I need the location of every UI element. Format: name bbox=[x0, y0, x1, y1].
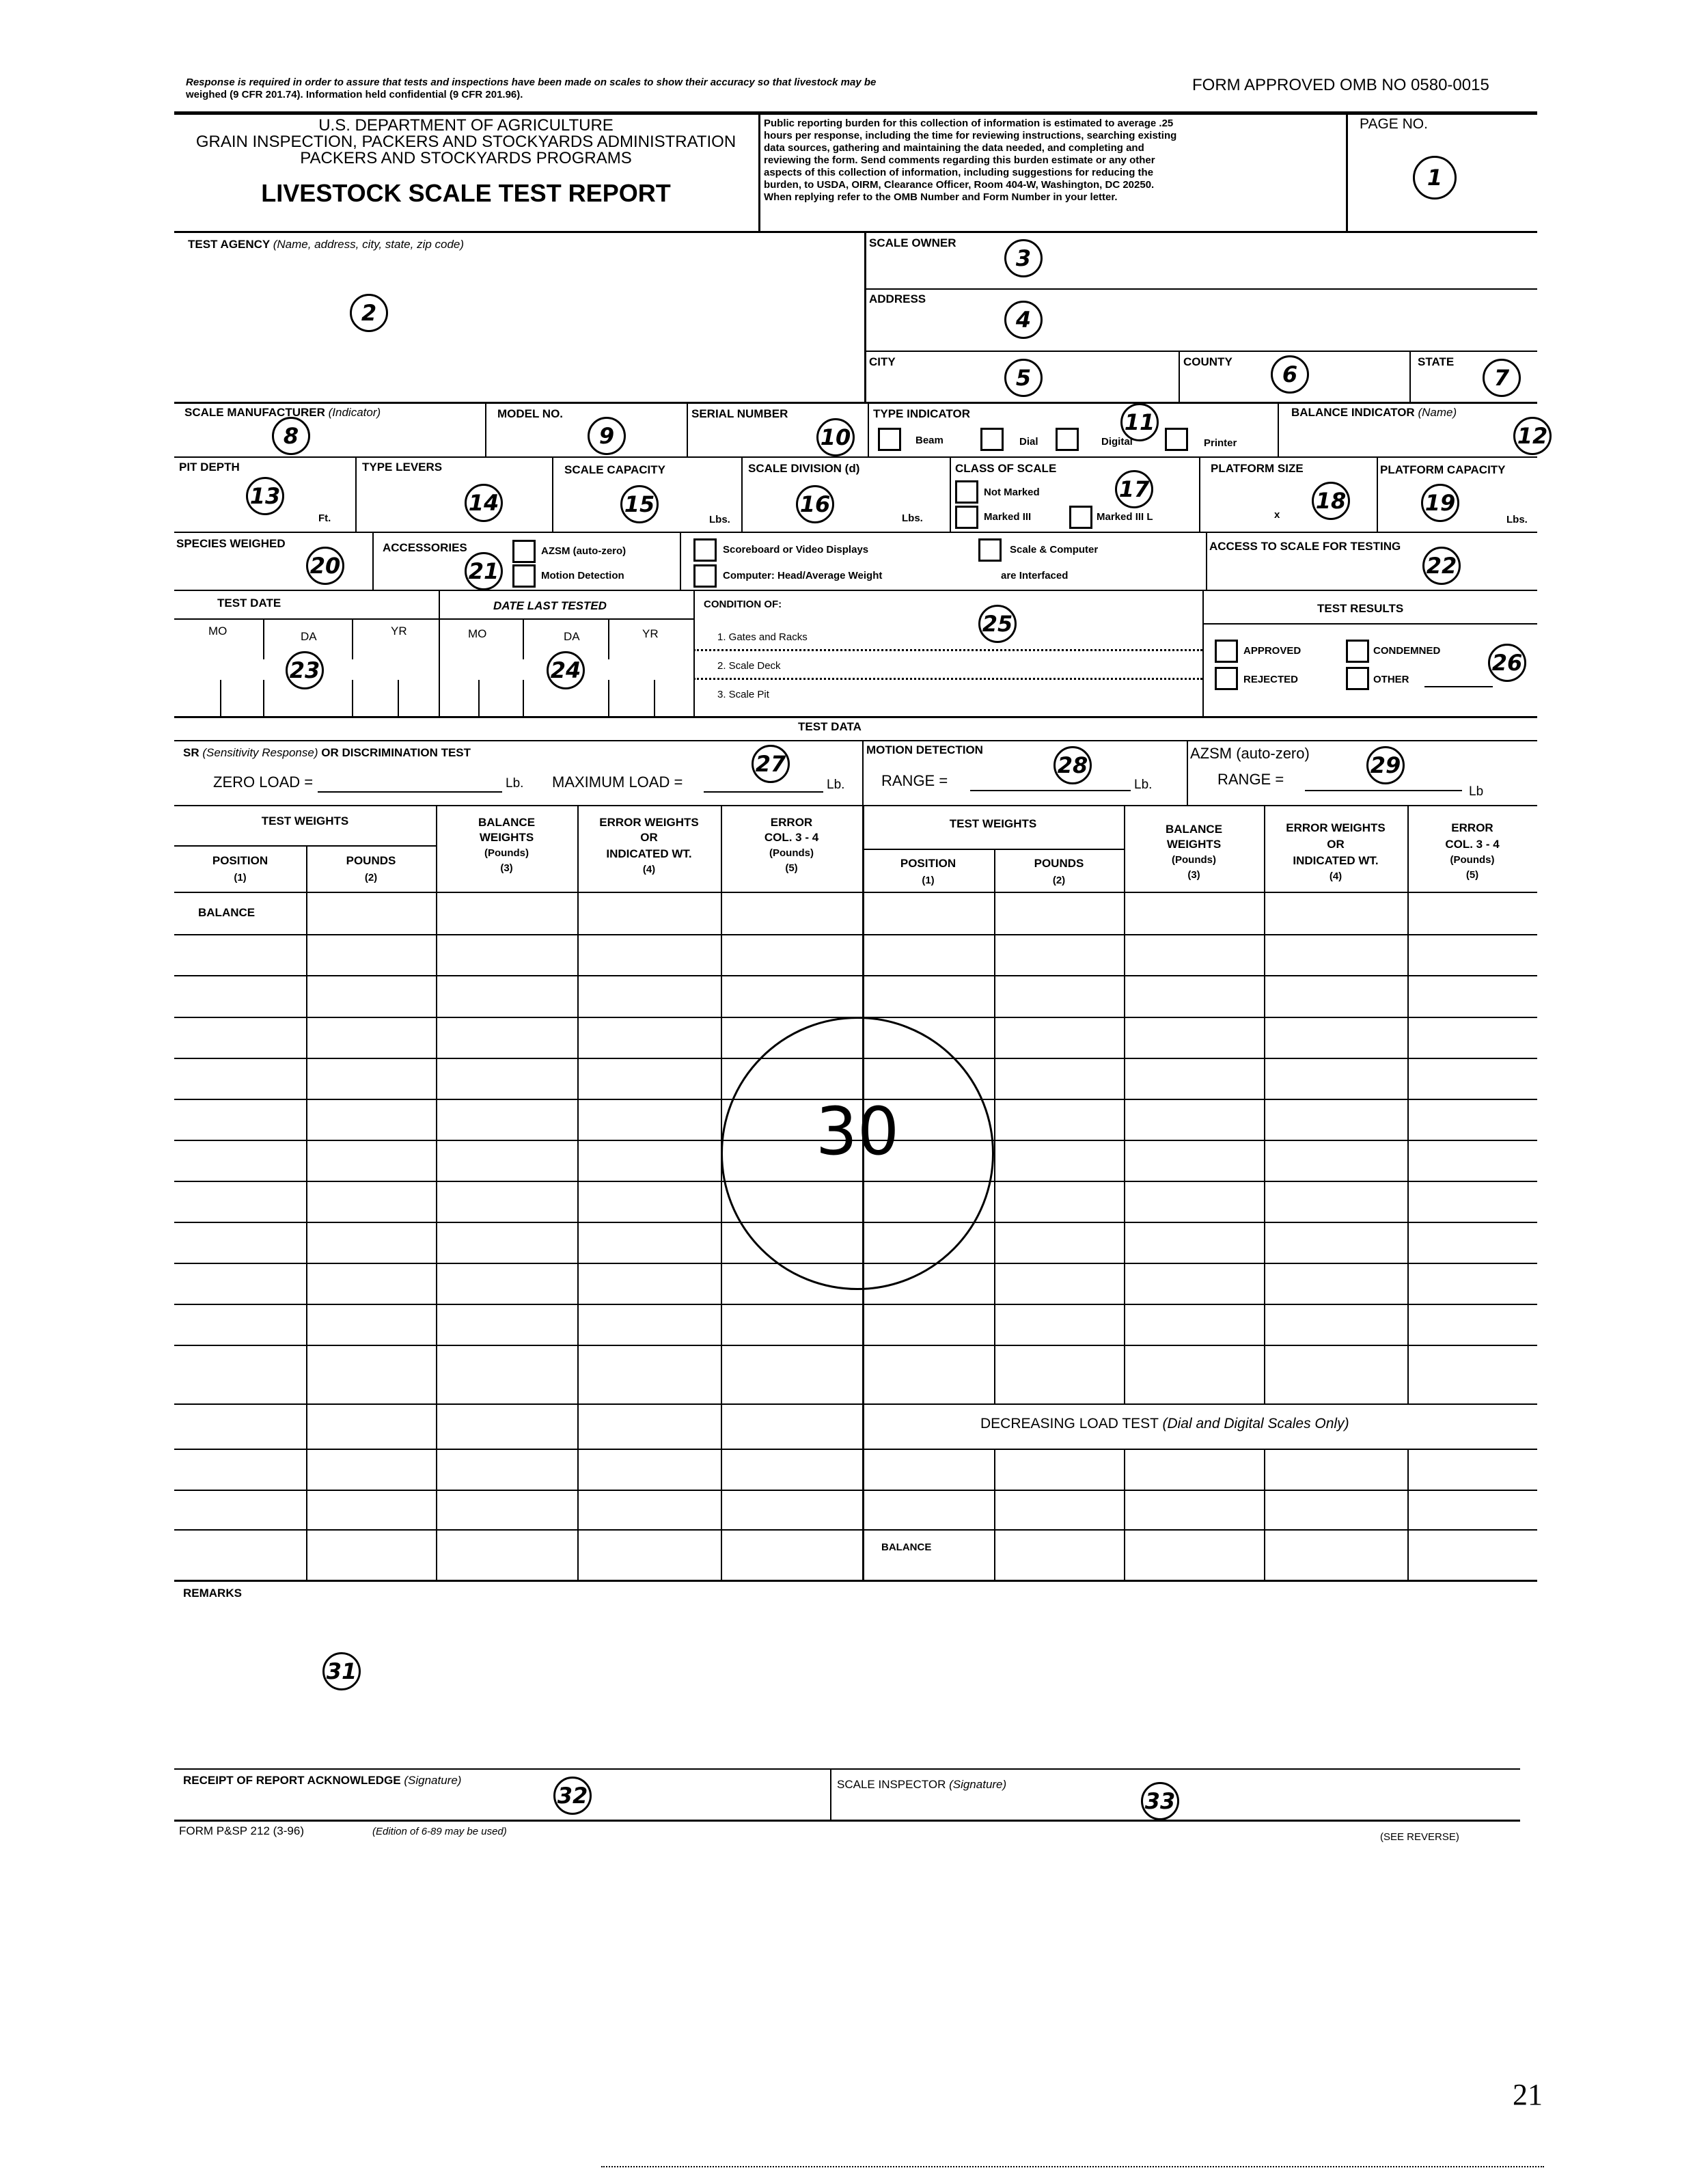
col-er-2-left: COL. 3 - 4 bbox=[764, 831, 819, 844]
decreasing-load-title: DECREASING LOAD TEST (Dial and Digital Scales Only) bbox=[980, 1416, 1349, 1431]
not-marked-label: Not Marked bbox=[984, 486, 1040, 498]
col-ew-3-right: INDICATED WT. bbox=[1293, 854, 1379, 867]
test-date-da: DA bbox=[301, 630, 317, 643]
callout-21[interactable]: 21 bbox=[465, 552, 503, 590]
receipt-label: RECEIPT OF REPORT ACKNOWLEDGE (Signature) bbox=[183, 1774, 462, 1787]
condition-of-label: CONDITION OF: bbox=[704, 599, 782, 610]
callout-5[interactable]: 5 bbox=[1004, 359, 1043, 397]
condition-2: 2. Scale Deck bbox=[717, 660, 781, 672]
callout-16[interactable]: 16 bbox=[796, 485, 834, 523]
pit-depth-label: PIT DEPTH bbox=[179, 461, 240, 474]
access-to-scale-label: ACCESS TO SCALE FOR TESTING bbox=[1209, 540, 1401, 553]
scoreboard-label: Scoreboard or Video Displays bbox=[723, 544, 869, 556]
azsm-title: AZSM (auto-zero) bbox=[1190, 745, 1310, 762]
zero-load-label: ZERO LOAD = bbox=[213, 773, 314, 791]
callout-12[interactable]: 12 bbox=[1513, 417, 1552, 455]
agency-line-2: GRAIN INSPECTION, PACKERS AND STOCKYARDS ADMINISTRATION bbox=[195, 133, 736, 151]
type-levers-label: TYPE LEVERS bbox=[362, 461, 443, 474]
marked-iii-label: Marked III bbox=[984, 511, 1032, 523]
col-ew-1-right: ERROR WEIGHTS bbox=[1286, 821, 1386, 834]
callout-28[interactable]: 28 bbox=[1053, 746, 1092, 784]
edition-note: (Edition of 6-89 may be used) bbox=[372, 1826, 507, 1837]
scale-computer-checkbox[interactable] bbox=[978, 538, 1002, 562]
test-weights-header-right: TEST WEIGHTS bbox=[949, 817, 1037, 830]
county-label: COUNTY bbox=[1183, 355, 1232, 368]
callout-22[interactable]: 22 bbox=[1422, 547, 1461, 585]
last-tested-yr: YR bbox=[642, 627, 659, 640]
scale-capacity-unit: Lbs. bbox=[709, 514, 730, 525]
col-er-num-left: (5) bbox=[785, 862, 798, 874]
type-indicator-label: TYPE INDICATOR bbox=[873, 407, 970, 420]
col-bw-2-right: WEIGHTS bbox=[1166, 838, 1222, 851]
azsm-label: AZSM (auto-zero) bbox=[541, 545, 626, 557]
azsm-checkbox[interactable] bbox=[512, 540, 536, 563]
callout-31[interactable]: 31 bbox=[322, 1652, 361, 1690]
range-1-unit: Lb. bbox=[1134, 778, 1153, 792]
range-2-label: RANGE = bbox=[1217, 771, 1284, 788]
callout-24[interactable]: 24 bbox=[547, 651, 585, 689]
col-er-1-right: ERROR bbox=[1451, 821, 1493, 834]
col-ew-2-left: OR bbox=[640, 831, 658, 844]
address-label: ADDRESS bbox=[869, 292, 926, 305]
rejected-label: REJECTED bbox=[1243, 674, 1299, 685]
callout-20[interactable]: 20 bbox=[306, 547, 344, 585]
beam-checkbox[interactable] bbox=[878, 428, 901, 451]
digital-label: Digital bbox=[1101, 436, 1133, 448]
date-last-tested-label: DATE LAST TESTED bbox=[493, 599, 607, 612]
manufacturer-label: SCALE MANUFACTURER (Indicator) bbox=[184, 406, 381, 419]
computer-label: Computer: Head/Average Weight bbox=[723, 570, 883, 581]
col-ew-1-left: ERROR WEIGHTS bbox=[599, 816, 699, 829]
col-bw-num-left: (3) bbox=[500, 862, 513, 874]
col-bw-3-right: (Pounds) bbox=[1172, 854, 1216, 866]
form-number: FORM P&SP 212 (3-96) bbox=[179, 1824, 304, 1837]
marked-iiil-checkbox[interactable] bbox=[1069, 506, 1092, 529]
burden-4: reviewing the form. Send comments regarding this burden estimate or any other bbox=[764, 154, 1155, 166]
last-tested-da: DA bbox=[564, 630, 580, 643]
test-date-label: TEST DATE bbox=[217, 597, 281, 609]
condition-3: 3. Scale Pit bbox=[717, 689, 769, 700]
col-pounds-left: POUNDS bbox=[346, 854, 396, 867]
callout-10[interactable]: 10 bbox=[816, 418, 855, 456]
notice-line-2: weighed (9 CFR 201.74). Information held confidential (9 CFR 201.96). bbox=[186, 89, 523, 100]
callout-1: 1 bbox=[1413, 156, 1457, 200]
model-no-label: MODEL NO. bbox=[497, 407, 564, 420]
test-weights-header-left: TEST WEIGHTS bbox=[261, 814, 349, 827]
agency-line-3: PACKERS AND STOCKYARDS PROGRAMS bbox=[300, 149, 632, 167]
printer-label: Printer bbox=[1204, 437, 1237, 449]
col-er-3-right: (Pounds) bbox=[1450, 854, 1495, 866]
col-position-left: POSITION bbox=[212, 854, 268, 867]
platform-capacity-unit: Lbs. bbox=[1506, 514, 1528, 525]
col-er-3-left: (Pounds) bbox=[769, 847, 814, 859]
col-pounds-right: POUNDS bbox=[1034, 857, 1084, 870]
condition-1: 1. Gates and Racks bbox=[717, 631, 808, 643]
scale-capacity-label: SCALE CAPACITY bbox=[564, 463, 665, 476]
burden-7: When replying refer to the OMB Number and Form Number in your letter. bbox=[764, 191, 1118, 203]
sr-label: SR (Sensitivity Response) OR DISCRIMINATION TEST bbox=[183, 746, 471, 759]
not-marked-checkbox[interactable] bbox=[955, 480, 978, 504]
callout-9[interactable]: 9 bbox=[588, 417, 626, 455]
approved-label: APPROVED bbox=[1243, 645, 1301, 657]
callout-17[interactable]: 17 bbox=[1115, 470, 1153, 508]
other-label: OTHER bbox=[1373, 674, 1409, 685]
col-er-num-right: (5) bbox=[1465, 869, 1479, 881]
callout-29[interactable]: 29 bbox=[1366, 746, 1405, 784]
col-ew-num-right: (4) bbox=[1329, 871, 1342, 882]
callout-32[interactable]: 32 bbox=[553, 1777, 592, 1815]
callout-18[interactable]: 18 bbox=[1312, 482, 1350, 520]
callout-13[interactable]: 13 bbox=[246, 477, 284, 515]
range-2-unit: Lb bbox=[1469, 784, 1484, 799]
test-date-yr: YR bbox=[391, 625, 407, 638]
callout-25[interactable]: 25 bbox=[978, 605, 1017, 643]
callout-2[interactable]: 2 bbox=[350, 294, 388, 332]
marked-iiil-label: Marked III L bbox=[1097, 511, 1153, 523]
scoreboard-checkbox[interactable] bbox=[693, 538, 717, 562]
motion-detection-title: MOTION DETECTION bbox=[866, 743, 983, 756]
max-load-label: MAXIMUM LOAD = bbox=[552, 773, 683, 791]
burden-2: hours per response, including the time for reviewing instructions, searching existing bbox=[764, 130, 1177, 141]
printer-checkbox[interactable] bbox=[1165, 428, 1188, 451]
marked-iii-checkbox[interactable] bbox=[955, 506, 978, 529]
col-bw-1-left: BALANCE bbox=[478, 816, 536, 829]
col-ew-3-left: INDICATED WT. bbox=[606, 847, 692, 860]
accessories-label: ACCESSORIES bbox=[383, 541, 467, 554]
col-ew-num-left: (4) bbox=[642, 864, 656, 875]
callout-27[interactable]: 27 bbox=[752, 745, 790, 783]
range-1-label: RANGE = bbox=[881, 772, 948, 789]
callout-33[interactable]: 33 bbox=[1141, 1782, 1179, 1820]
scale-owner-label: SCALE OWNER bbox=[869, 236, 956, 249]
callout-26[interactable]: 26 bbox=[1488, 644, 1526, 682]
callout-3[interactable]: 3 bbox=[1004, 239, 1043, 277]
motion-detection-checkbox[interactable] bbox=[512, 564, 536, 588]
callout-7[interactable]: 7 bbox=[1483, 359, 1521, 397]
species-weighed-label: SPECIES WEIGHED bbox=[176, 537, 286, 550]
col-position-right: POSITION bbox=[900, 857, 956, 870]
form-approved: FORM APPROVED OMB NO 0580-0015 bbox=[1192, 76, 1489, 94]
state-label: STATE bbox=[1418, 355, 1455, 368]
dial-checkbox[interactable] bbox=[980, 428, 1004, 451]
col-position-num-left: (1) bbox=[234, 872, 247, 883]
ft-unit: Ft. bbox=[318, 512, 331, 524]
callout-4[interactable]: 4 bbox=[1004, 301, 1043, 339]
callout-19[interactable]: 19 bbox=[1421, 484, 1459, 522]
condemned-checkbox[interactable] bbox=[1346, 640, 1369, 663]
col-bw-1-right: BALANCE bbox=[1165, 823, 1223, 836]
col-position-num-right: (1) bbox=[922, 875, 935, 886]
dial-label: Dial bbox=[1019, 436, 1038, 448]
platform-size-label: PLATFORM SIZE bbox=[1211, 462, 1304, 475]
page-no-label: PAGE NO. bbox=[1360, 116, 1428, 132]
notice-line-1: Response is required in order to assure that tests and inspections have been made on scales to show their accuracy so that livestock may be bbox=[186, 77, 877, 88]
inspector-label: SCALE INSPECTOR (Signature) bbox=[837, 1778, 1007, 1791]
burden-6: burden, to USDA, OIRM, Clearance Officer, Room 404-W, Washington, DC 20250. bbox=[764, 179, 1155, 191]
callout-23[interactable]: 23 bbox=[286, 651, 324, 689]
rejected-checkbox[interactable] bbox=[1215, 667, 1238, 690]
other-checkbox[interactable] bbox=[1346, 667, 1369, 690]
test-results-label: TEST RESULTS bbox=[1317, 602, 1404, 615]
test-agency-label: TEST AGENCY (Name, address, city, state, zip code) bbox=[188, 238, 465, 251]
balance-indicator-label: BALANCE INDICATOR (Name) bbox=[1291, 406, 1457, 419]
city-label: CITY bbox=[869, 355, 896, 368]
are-interfaced-label: are Interfaced bbox=[1001, 570, 1069, 581]
col-er-2-right: COL. 3 - 4 bbox=[1445, 838, 1500, 851]
callout-11[interactable]: 11 bbox=[1120, 403, 1159, 441]
scale-division-unit: Lbs. bbox=[902, 512, 923, 524]
col-bw-2-left: WEIGHTS bbox=[479, 831, 534, 844]
top-rule bbox=[174, 111, 1537, 115]
see-reverse: (SEE REVERSE) bbox=[1380, 1831, 1459, 1843]
remarks-label: REMARKS bbox=[183, 1587, 242, 1600]
burden-1: Public reporting burden for this collection of information is estimated to average .25 bbox=[764, 118, 1174, 129]
col-er-1-left: ERROR bbox=[770, 816, 813, 829]
burden-3: data sources, gathering and maintaining the data needed, and completing and bbox=[764, 142, 1144, 154]
callout-14[interactable]: 14 bbox=[465, 484, 503, 522]
callout-15[interactable]: 15 bbox=[620, 485, 659, 523]
callout-8[interactable]: 8 bbox=[272, 417, 310, 455]
agency-line-1: U.S. DEPARTMENT OF AGRICULTURE bbox=[318, 116, 614, 135]
callout-6[interactable]: 6 bbox=[1271, 355, 1309, 394]
last-tested-mo: MO bbox=[468, 627, 487, 640]
approved-checkbox[interactable] bbox=[1215, 640, 1238, 663]
page-number: 21 bbox=[1513, 2078, 1543, 2111]
class-of-scale-label: CLASS OF SCALE bbox=[955, 462, 1057, 475]
platform-capacity-label: PLATFORM CAPACITY bbox=[1380, 463, 1506, 476]
zero-load-unit: Lb. bbox=[506, 776, 524, 791]
digital-checkbox[interactable] bbox=[1056, 428, 1079, 451]
scale-computer-label: Scale & Computer bbox=[1010, 544, 1099, 556]
col-pounds-num-right: (2) bbox=[1052, 875, 1066, 886]
max-load-unit: Lb. bbox=[827, 778, 845, 792]
test-date-mo: MO bbox=[208, 625, 228, 638]
platform-x: x bbox=[1274, 509, 1280, 521]
burden-5: aspects of this collection of information, including suggestions for reducing the bbox=[764, 167, 1154, 178]
col-bw-num-right: (3) bbox=[1187, 869, 1200, 881]
condemned-label: CONDEMNED bbox=[1373, 645, 1441, 657]
col-pounds-num-left: (2) bbox=[364, 872, 378, 883]
scale-division-label: SCALE DIVISION (d) bbox=[748, 462, 860, 475]
computer-checkbox[interactable] bbox=[693, 564, 717, 588]
col-bw-3-left: (Pounds) bbox=[484, 847, 529, 859]
col-ew-2-right: OR bbox=[1327, 838, 1345, 851]
test-data-title: TEST DATA bbox=[798, 720, 862, 733]
balance-row-label: BALANCE bbox=[198, 906, 256, 919]
serial-number-label: SERIAL NUMBER bbox=[691, 407, 788, 420]
balance-bottom-label: BALANCE bbox=[881, 1541, 932, 1553]
beam-label: Beam bbox=[915, 435, 943, 446]
motion-detection-label: Motion Detection bbox=[541, 570, 624, 581]
callout-30[interactable]: 30 bbox=[815, 1093, 900, 1170]
form-title: LIVESTOCK SCALE TEST REPORT bbox=[261, 179, 671, 207]
